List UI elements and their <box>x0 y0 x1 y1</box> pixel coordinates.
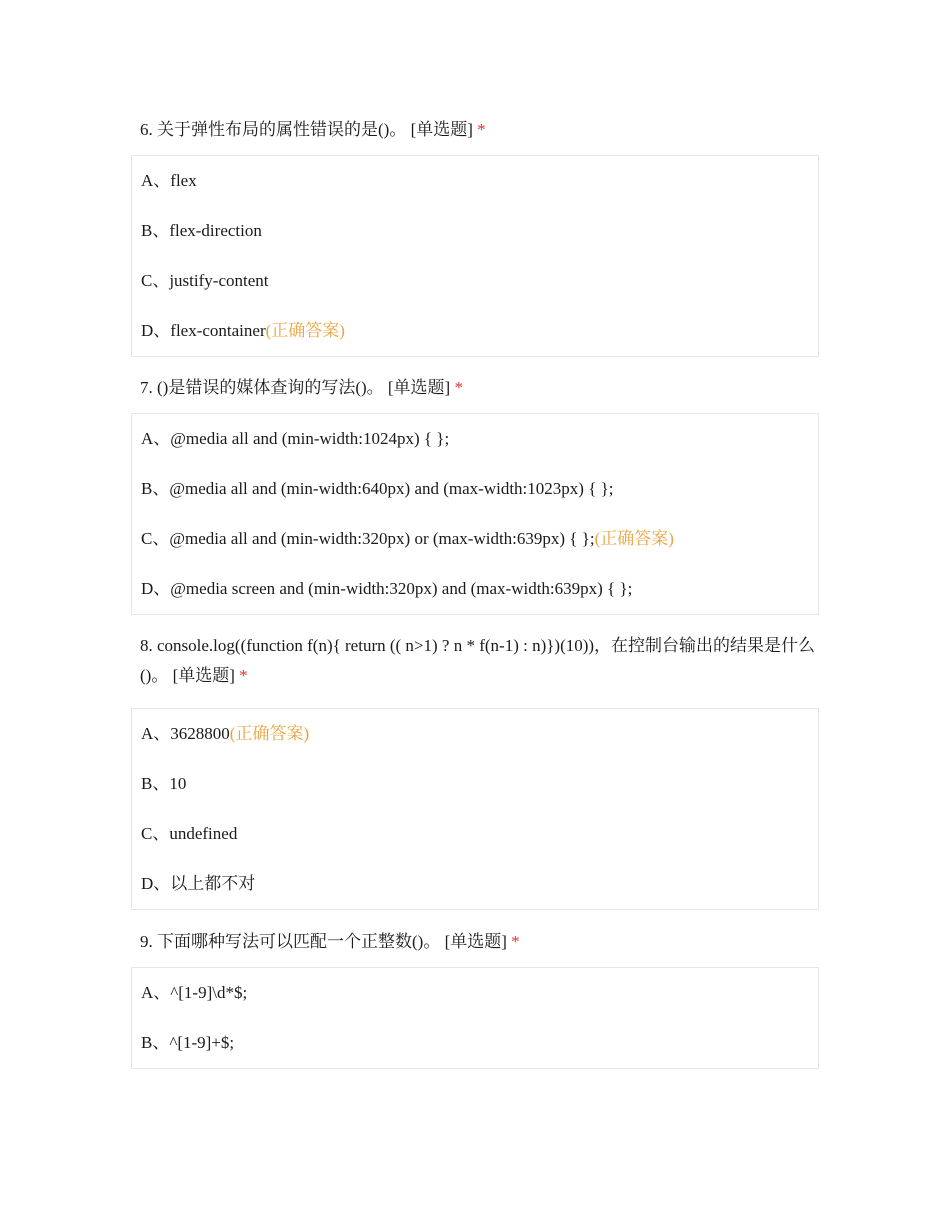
option-text: C、@media all and (min-width:320px) or (max-width:639px) { }; <box>141 529 595 548</box>
question-title <box>140 373 820 403</box>
correct-answer-mark: (正确答案) <box>229 724 310 743</box>
option-text: D、@media screen and (min-width:320px) and (max-width:639px) { }; <box>141 579 633 598</box>
required-mark: * <box>477 120 486 139</box>
option-text: D、以上都不对 <box>141 874 256 893</box>
question-title <box>140 927 820 957</box>
question-text: 6. 关于弹性布局的属性错误的是()。 [单选题] <box>140 120 473 139</box>
required-mark: * <box>511 932 520 951</box>
question-text: 7. ()是错误的媒体查询的写法()。 [单选题] <box>140 378 451 397</box>
option-item[interactable] <box>132 256 818 306</box>
option-item[interactable] <box>132 968 818 1018</box>
option-list <box>131 708 819 910</box>
option-item[interactable] <box>132 564 818 614</box>
option-item[interactable] <box>132 206 818 256</box>
question-text: 8. console.log((function f(n){ return (( n>1) ? n * f(n-1) : n)})(10))，在控制台输出的结果是什么()。 [单选题] <box>140 636 816 685</box>
option-text: A、@media all and (min-width:1024px) { }; <box>141 429 450 448</box>
option-item[interactable] <box>132 156 818 206</box>
option-item[interactable] <box>132 759 818 809</box>
option-item[interactable] <box>132 859 818 909</box>
option-item[interactable] <box>132 514 818 564</box>
correct-answer-mark: (正确答案) <box>265 321 345 340</box>
option-item[interactable] <box>132 306 818 356</box>
option-text: C、undefined <box>141 824 238 843</box>
option-list <box>131 967 819 1069</box>
option-text: B、^[1-9]+$; <box>141 1033 235 1052</box>
question-title <box>140 631 820 691</box>
required-mark: * <box>239 666 248 685</box>
option-text: C、justify-content <box>141 271 269 290</box>
option-list <box>131 413 819 615</box>
option-text: B、10 <box>141 774 187 793</box>
option-text: A、3628800 <box>141 724 230 743</box>
question-title <box>140 115 820 145</box>
option-text: B、flex-direction <box>141 221 262 240</box>
option-item[interactable] <box>132 709 818 759</box>
option-item[interactable] <box>132 809 818 859</box>
required-mark: * <box>454 378 463 397</box>
question-text: 9. 下面哪种写法可以匹配一个正整数()。 [单选题] <box>140 932 507 951</box>
correct-answer-mark: (正确答案) <box>594 529 674 548</box>
option-list <box>131 155 819 357</box>
option-text: B、@media all and (min-width:640px) and (max-width:1023px) { }; <box>141 479 614 498</box>
option-item[interactable] <box>132 414 818 464</box>
option-text: A、flex <box>141 171 197 190</box>
option-item[interactable] <box>132 464 818 514</box>
option-text: A、^[1-9]\d*$; <box>141 983 248 1002</box>
option-text: D、flex-container <box>141 321 266 340</box>
option-item[interactable] <box>132 1018 818 1068</box>
